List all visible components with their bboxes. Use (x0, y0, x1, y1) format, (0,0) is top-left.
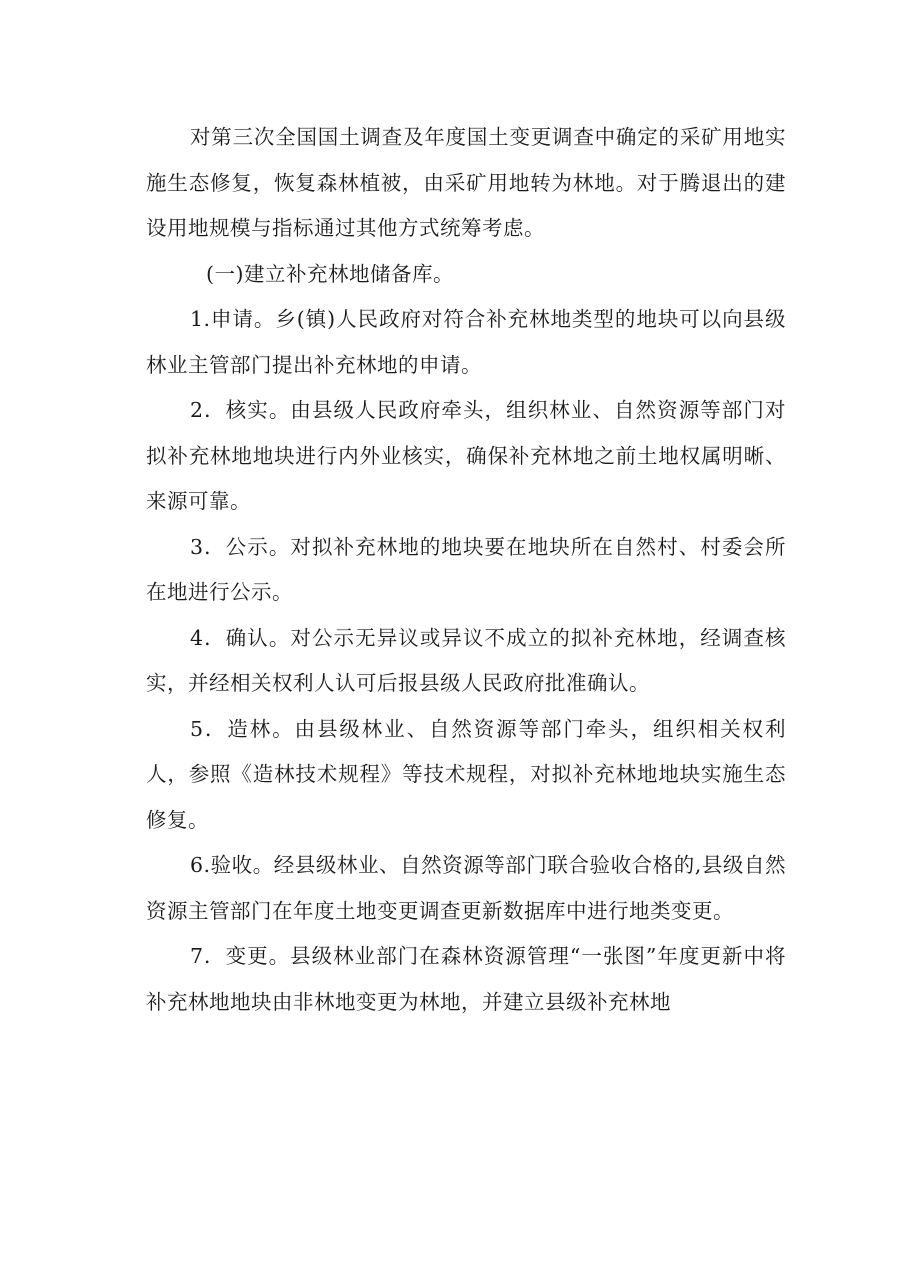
paragraph-step-verify: 2．核实。由县级人民政府牵头，组织林业、自然资源等部门对拟补充林地地块进行内外业核实，确保补充林地之前土地权属明晰、来源可靠。 (146, 398, 786, 513)
paragraph-step-afforest: 5．造林。由县级林业、自然资源等部门牵头，组织相关权利人，参照《造林技术规程》等技术规程，对拟补充林地地块实施生态修复。 (146, 716, 786, 832)
paragraph-step-confirm: 4．确认。对公示无异议或异议不成立的拟补充林地，经调查核实，并经相关权利人认可后报县级人民政府批准确认。 (146, 625, 786, 695)
document-body (146, 115, 786, 1025)
paragraph-step-accept: 6.验收。经县级林业、自然资源等部门联合验收合格的,县级自然资源主管部门在年度土地变更调查更新数据库中进行地类变更。 (146, 853, 786, 923)
paragraph-step-apply: 1.申请。乡(镇)人民政府对符合补充林地类型的地块可以向县级林业主管部门提出补充林地的申请。 (146, 307, 786, 377)
paragraph-mining-land-restoration: 对第三次全国国土调查及年度国土变更调查中确定的采矿用地实施生态修复，恢复森林植被，由采矿用地转为林地。对于腾退出的建设用地规模与指标通过其他方式统筹考虑。 (146, 125, 786, 240)
section-heading-supplementary-forest-reserve: (一)建立补充林地储备库。 (206, 261, 454, 286)
paragraph-step-publicize: 3．公示。对拟补充林地的地块要在地块所在自然村、村委会所在地进行公示。 (146, 534, 786, 604)
paragraph-step-change: 7．变更。县级林业部门在森林资源管理“一张图”年度更新中将补充林地地块由非林地变更为林地，并建立县级补充林地 (146, 944, 786, 1014)
